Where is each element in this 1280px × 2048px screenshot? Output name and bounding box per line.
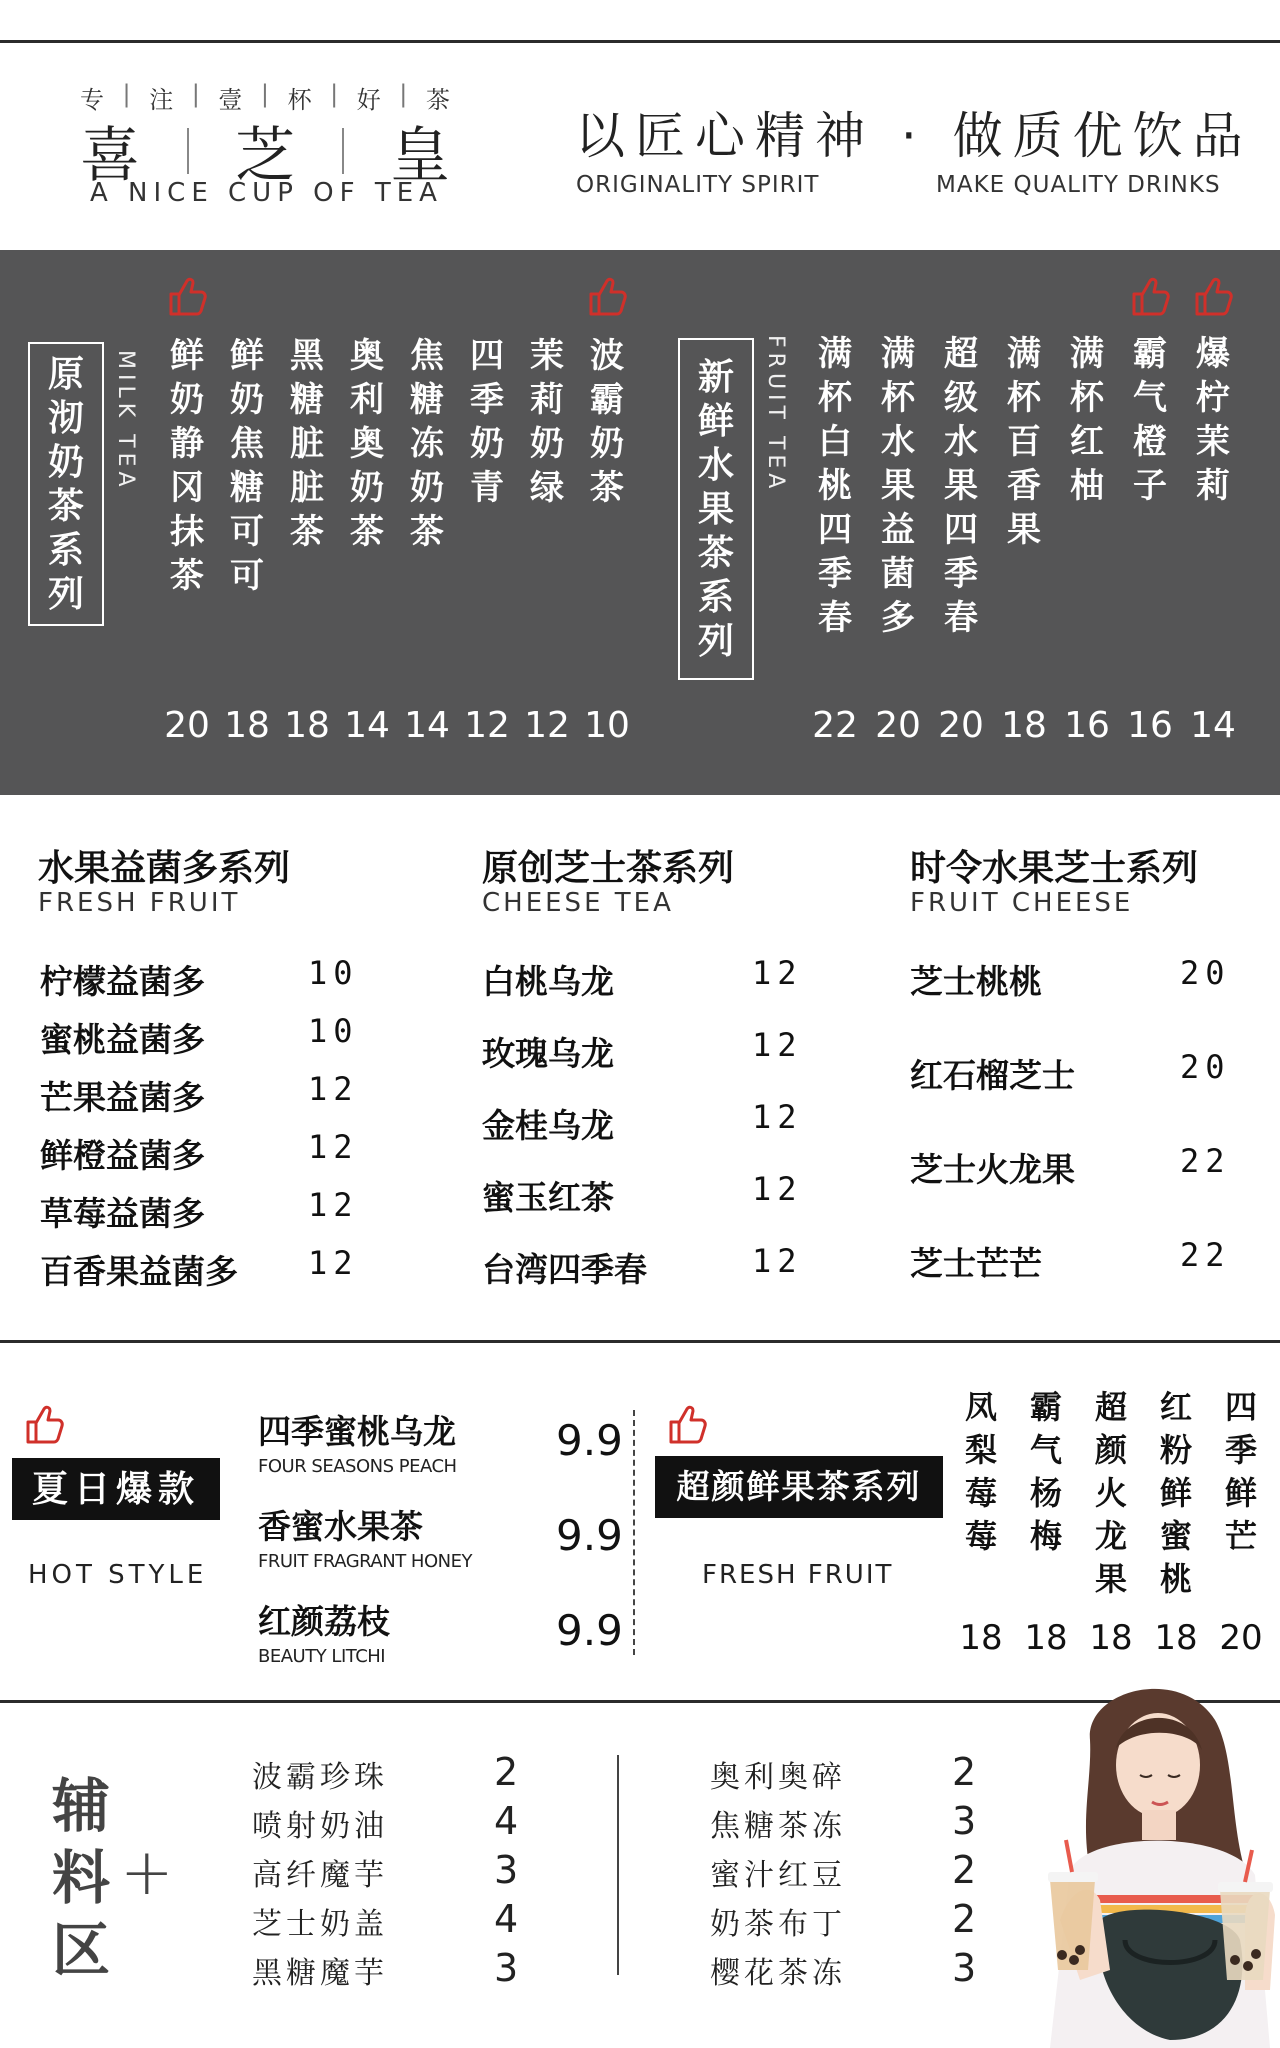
milk-tea-item-char: 静 <box>170 424 204 464</box>
milk-tea-item-char: 冈 <box>170 468 204 508</box>
cheese-tea-english: CHEESE TEA <box>482 888 674 918</box>
tagline-char: 壹 <box>218 86 243 114</box>
super-fruit-item-char: 四 <box>1224 1388 1257 1426</box>
dashed-divider <box>633 1410 635 1655</box>
topping-item-name: 焦糖茶冻 <box>710 1809 846 1844</box>
super-fruit-item-char: 粉 <box>1159 1431 1192 1469</box>
milk-tea-title-char: 奶 <box>47 441 84 483</box>
fruit-tea-title-char: 果 <box>697 488 734 530</box>
fruit-tea-item-char: 满 <box>1070 334 1104 374</box>
super-fruit-item-price: 18 <box>1089 1618 1133 1658</box>
tagline-char: 茶 <box>425 86 450 114</box>
fruit-tea-item-name <box>810 332 860 640</box>
thumbs-up-icon <box>585 274 629 318</box>
fruit-tea-item-name <box>1062 332 1112 508</box>
fruit-tea-item-price: 22 <box>812 705 858 746</box>
hot-style-english: HOT STYLE <box>28 1560 208 1590</box>
milk-tea-item-char: 奶 <box>530 424 564 464</box>
milk-tea-item-price: 10 <box>584 705 630 746</box>
milk-tea-item-char: 利 <box>350 380 384 420</box>
fruit-tea-item-price: 18 <box>1001 705 1047 746</box>
fruit-tea-item-price: 20 <box>938 705 984 746</box>
fruit-tea-item-price: 16 <box>1064 705 1110 746</box>
fruit-cheese-item-name: 芝士火龙果 <box>910 1150 1075 1189</box>
cheese-tea-item-price: 12 <box>752 954 803 992</box>
milk-tea-item-char: 莉 <box>530 380 564 420</box>
milk-tea-item-char: 焦 <box>230 424 264 464</box>
cheese-tea-item-price: 12 <box>752 1170 803 1208</box>
fruit-cheese-item-name: 芝士桃桃 <box>910 962 1042 1001</box>
fresh-fruit-english: FRESH FRUIT <box>38 888 241 918</box>
milk-tea-item-name <box>342 334 392 554</box>
thumbs-up-icon <box>665 1402 709 1446</box>
milk-tea-item-char: 奶 <box>410 468 444 508</box>
topping-item-price: 4 <box>494 1897 519 1941</box>
tagline-char: 杯 <box>287 86 312 114</box>
fruit-tea-item-char: 杯 <box>881 378 915 418</box>
fruit-tea-item-char: 果 <box>881 466 915 506</box>
brand-divider <box>187 128 189 174</box>
fruit-tea-item-price: 14 <box>1190 705 1236 746</box>
fruit-cheese-item-name: 芝士芒芒 <box>910 1244 1042 1283</box>
milk-tea-item-name <box>282 334 332 554</box>
super-fruit-item-char: 颜 <box>1094 1431 1127 1469</box>
fruit-tea-item-char: 满 <box>881 334 915 374</box>
plus-icon: + <box>120 1836 174 1910</box>
hot-item-price: 9.9 <box>556 1606 623 1655</box>
milk-tea-item-char: 可 <box>230 556 264 596</box>
milk-tea-item-char: 鲜 <box>170 336 204 376</box>
hot-item-name: 红颜荔枝 <box>258 1602 390 1641</box>
fresh-fruit-item-price: 10 <box>308 1012 359 1050</box>
fruit-cheese-english: FRUIT CHEESE <box>910 888 1134 918</box>
milk-tea-item-char: 奶 <box>170 380 204 420</box>
topping-item-name: 芝士奶盖 <box>252 1907 388 1942</box>
cheese-tea-item-name: 台湾四季春 <box>482 1250 647 1289</box>
milk-tea-item-char: 鲜 <box>230 336 264 376</box>
toppings-title-char: 料 <box>51 1844 110 1912</box>
fruit-tea-item-name <box>999 332 1049 552</box>
drinks-band <box>0 250 1280 795</box>
super-fruit-item-name <box>1086 1386 1136 1601</box>
topping-item-price: 2 <box>952 1848 977 1892</box>
topping-item-name: 波霸珍珠 <box>252 1760 388 1795</box>
milk-tea-title-char: 列 <box>47 573 84 615</box>
fruit-tea-item-char: 水 <box>944 422 978 462</box>
fruit-tea-item-char: 爆 <box>1196 334 1230 374</box>
topping-item-price: 4 <box>494 1799 519 1843</box>
topping-item-price: 2 <box>952 1750 977 1794</box>
super-fruit-item-char: 季 <box>1224 1431 1257 1469</box>
milk-tea-item-price: 14 <box>404 705 450 746</box>
cheese-tea-item-name: 白桃乌龙 <box>482 962 614 1001</box>
girl-illustration <box>1030 1670 1280 2048</box>
fruit-tea-item-char: 杯 <box>818 378 852 418</box>
fruit-tea-item-char: 白 <box>818 422 852 462</box>
fruit-tea-item-char: 气 <box>1133 378 1167 418</box>
cheese-tea-item-price: 12 <box>752 1098 803 1136</box>
brand-divider <box>342 128 344 174</box>
super-fruit-item-char: 红 <box>1159 1388 1192 1426</box>
fruit-tea-item-char: 橙 <box>1133 422 1167 462</box>
top-rule <box>0 40 1280 43</box>
hot-item-name: 四季蜜桃乌龙 <box>258 1412 456 1451</box>
fruit-tea-title-char: 水 <box>697 444 734 486</box>
super-fruit-item-price: 20 <box>1219 1618 1263 1658</box>
milk-tea-item-price: 18 <box>284 705 330 746</box>
super-fruit-item-char: 超 <box>1094 1388 1127 1426</box>
super-fruit-item-char: 梅 <box>1029 1517 1062 1555</box>
thumbs-up-icon <box>165 274 209 318</box>
milk-tea-item-char: 奥 <box>350 336 384 376</box>
fruit-tea-item-char: 茉 <box>1196 422 1230 462</box>
tagline-char: 好 <box>356 86 381 114</box>
fruit-tea-item-char: 菌 <box>881 554 915 594</box>
milk-tea-item-char: 茶 <box>290 512 324 552</box>
fruit-tea-item-char: 超 <box>944 334 978 374</box>
fruit-tea-item-char: 益 <box>881 510 915 550</box>
toppings-divider <box>617 1755 619 1975</box>
milk-tea-item-char: 季 <box>470 380 504 420</box>
super-fruit-item-char: 杨 <box>1029 1474 1062 1512</box>
cheese-tea-item-price: 12 <box>752 1242 803 1280</box>
fruit-tea-item-char: 果 <box>944 466 978 506</box>
fruit-tea-item-char: 四 <box>944 510 978 550</box>
super-fruit-item-char: 气 <box>1029 1431 1062 1469</box>
super-fruit-item-name <box>1151 1386 1201 1601</box>
milk-tea-title-char: 茶 <box>47 485 84 527</box>
fruit-tea-item-price: 20 <box>875 705 921 746</box>
toppings-title-char: 辅 <box>51 1772 110 1840</box>
fruit-tea-item-name <box>936 332 986 640</box>
milk-tea-english: MILK TEA <box>113 350 138 492</box>
thumbs-up-icon <box>22 1402 66 1446</box>
fruit-cheese-item-price: 22 <box>1180 1142 1231 1180</box>
hot-item-price: 9.9 <box>556 1416 623 1465</box>
milk-tea-item-name <box>222 334 272 598</box>
milk-tea-item-char: 茶 <box>350 512 384 552</box>
hot-item-subtitle: BEAUTY LITCHI <box>258 1646 386 1667</box>
fruit-tea-item-char: 四 <box>818 510 852 550</box>
super-fruit-item-char: 火 <box>1094 1474 1127 1512</box>
milk-tea-item-price: 12 <box>524 705 570 746</box>
fruit-tea-item-char: 水 <box>881 422 915 462</box>
fresh-fruit-item-name: 蜜桃益菌多 <box>40 1020 205 1059</box>
topping-item-name: 黑糖魔芋 <box>252 1956 388 1991</box>
fruit-cheese-item-name: 红石榴芝士 <box>910 1056 1075 1095</box>
milk-tea-item-char: 糖 <box>410 380 444 420</box>
fruit-cheese-title: 时令水果芝士系列 <box>910 847 1199 889</box>
fruit-tea-item-char: 子 <box>1133 466 1167 506</box>
fruit-tea-item-char: 满 <box>1007 334 1041 374</box>
cheese-tea-item-name: 金桂乌龙 <box>482 1106 614 1145</box>
milk-tea-item-char: 冻 <box>410 424 444 464</box>
slogan-english-right: MAKE QUALITY DRINKS <box>936 172 1221 198</box>
milk-tea-item-price: 14 <box>344 705 390 746</box>
fruit-tea-title-box <box>678 338 754 680</box>
milk-tea-item-char: 焦 <box>410 336 444 376</box>
super-fruit-item-char: 梨 <box>964 1431 997 1469</box>
milk-tea-item-char: 四 <box>470 336 504 376</box>
topping-item-name: 樱花茶冻 <box>710 1956 846 1991</box>
milk-tea-title-char: 系 <box>47 529 84 571</box>
fresh-fruit-item-price: 10 <box>308 954 359 992</box>
milk-tea-item-name <box>162 334 212 598</box>
fruit-tea-item-char: 柚 <box>1070 466 1104 506</box>
milk-tea-item-char: 可 <box>230 512 264 552</box>
cheese-tea-item-price: 12 <box>752 1026 803 1064</box>
fruit-cheese-item-price: 20 <box>1180 954 1231 992</box>
topping-item-name: 奶茶布丁 <box>710 1907 846 1942</box>
milk-tea-title-box <box>28 342 104 626</box>
super-fruit-item-price: 18 <box>1154 1618 1198 1658</box>
milk-tea-item-char: 奶 <box>590 424 624 464</box>
fruit-tea-title-char: 新 <box>697 356 734 398</box>
topping-item-price: 3 <box>952 1946 977 1990</box>
fruit-tea-item-char: 满 <box>818 334 852 374</box>
milk-tea-item-char: 茶 <box>170 556 204 596</box>
fruit-cheese-item-price: 22 <box>1180 1236 1231 1274</box>
topping-item-price: 2 <box>952 1897 977 1941</box>
milk-tea-item-char: 糖 <box>290 380 324 420</box>
super-fruit-item-char: 鲜 <box>1224 1474 1257 1512</box>
milk-tea-item-name <box>582 334 632 510</box>
fruit-tea-item-char: 春 <box>944 598 978 638</box>
fruit-tea-item-price: 16 <box>1127 705 1173 746</box>
topping-item-name: 蜜汁红豆 <box>710 1858 846 1893</box>
fruit-tea-item-char: 杯 <box>1007 378 1041 418</box>
milk-tea-item-char: 绿 <box>530 468 564 508</box>
milk-tea-item-char: 波 <box>590 336 624 376</box>
super-fruit-english: FRESH FRUIT <box>702 1560 894 1590</box>
super-fruit-item-name <box>1021 1386 1071 1558</box>
fruit-tea-item-char: 红 <box>1070 422 1104 462</box>
toppings-title-char: 区 <box>51 1916 110 1984</box>
milk-tea-item-char: 茉 <box>530 336 564 376</box>
milk-tea-item-char: 奶 <box>470 424 504 464</box>
fresh-fruit-item-price: 12 <box>308 1070 359 1108</box>
milk-tea-item-char: 茶 <box>590 468 624 508</box>
fruit-tea-item-char: 果 <box>1007 510 1041 550</box>
super-fruit-item-price: 18 <box>959 1618 1003 1658</box>
fruit-tea-title-char: 系 <box>697 576 734 618</box>
hot-item-name: 香蜜水果茶 <box>258 1507 423 1546</box>
fresh-fruit-title: 水果益菌多系列 <box>38 847 291 889</box>
milk-tea-item-char: 青 <box>470 468 504 508</box>
milk-tea-item-name <box>402 334 452 554</box>
fruit-tea-item-char: 桃 <box>818 466 852 506</box>
topping-item-name: 奥利奥碎 <box>710 1760 846 1795</box>
thumbs-up-icon <box>1191 274 1235 318</box>
fruit-tea-title-char: 鲜 <box>697 400 734 442</box>
brand-char: 喜 <box>80 121 140 191</box>
fresh-fruit-item-name: 百香果益菌多 <box>40 1252 238 1291</box>
brand-tagline: 专 | 注 | 壹 | 杯 | 好 | 茶 <box>80 80 450 114</box>
brand-char: 皇 <box>390 121 450 191</box>
cheese-tea-item-name: 蜜玉红茶 <box>482 1178 614 1217</box>
fruit-tea-item-char: 季 <box>944 554 978 594</box>
super-fruit-badge: 超颜鲜果茶系列 <box>655 1456 943 1518</box>
tagline-char: 专 <box>80 86 104 114</box>
super-fruit-item-char: 霸 <box>1029 1388 1062 1426</box>
cheese-tea-title: 原创芝士茶系列 <box>482 847 735 889</box>
milk-tea-title-char: 原 <box>47 353 84 395</box>
fruit-tea-item-char: 春 <box>818 598 852 638</box>
fruit-tea-item-name <box>873 332 923 640</box>
fruit-tea-item-char: 多 <box>881 598 915 638</box>
hot-item-subtitle: FRUIT FRAGRANT HONEY <box>258 1551 472 1572</box>
milk-tea-item-char: 奶 <box>230 380 264 420</box>
fresh-fruit-item-name: 草莓益菌多 <box>40 1194 205 1233</box>
fruit-tea-item-char: 柠 <box>1196 378 1230 418</box>
milk-tea-title-char: 沏 <box>47 397 84 439</box>
milk-tea-item-price: 20 <box>164 705 210 746</box>
super-fruit-item-name <box>1216 1386 1266 1558</box>
thumbs-up-icon <box>1128 274 1172 318</box>
super-fruit-item-char: 龙 <box>1094 1517 1127 1555</box>
fresh-fruit-item-name: 鲜橙益菌多 <box>40 1136 205 1175</box>
topping-item-price: 3 <box>494 1946 519 1990</box>
fruit-tea-item-char: 季 <box>818 554 852 594</box>
milk-tea-item-char: 茶 <box>410 512 444 552</box>
fresh-fruit-item-price: 12 <box>308 1186 359 1224</box>
milk-tea-item-price: 12 <box>464 705 510 746</box>
super-fruit-item-char: 果 <box>1094 1560 1127 1598</box>
cheese-tea-item-name: 玫瑰乌龙 <box>482 1034 614 1073</box>
fresh-fruit-item-name: 芒果益菌多 <box>40 1078 205 1117</box>
super-fruit-item-char: 蜜 <box>1159 1517 1192 1555</box>
fruit-tea-item-char: 香 <box>1007 466 1041 506</box>
milk-tea-item-char: 奥 <box>350 424 384 464</box>
milk-tea-item-char: 糖 <box>230 468 264 508</box>
milk-tea-item-char: 脏 <box>290 468 324 508</box>
topping-item-price: 2 <box>494 1750 519 1794</box>
milk-tea-item-name <box>462 334 512 510</box>
brand-char: 芝 <box>235 121 295 191</box>
brand-english: A NICE CUP OF TEA <box>90 178 443 208</box>
fresh-fruit-item-price: 12 <box>308 1128 359 1166</box>
fruit-tea-english: FRUIT TEA <box>763 335 788 494</box>
milk-tea-item-char: 霸 <box>590 380 624 420</box>
hot-item-subtitle: FOUR SEASONS PEACH <box>258 1456 457 1477</box>
super-fruit-item-char: 凤 <box>964 1388 997 1426</box>
super-fruit-item-char: 鲜 <box>1159 1474 1192 1512</box>
milk-tea-item-char: 脏 <box>290 424 324 464</box>
tagline-char: 注 <box>149 86 174 114</box>
fruit-cheese-item-price: 20 <box>1180 1048 1231 1086</box>
fruit-tea-item-name <box>1188 332 1238 508</box>
super-fruit-item-char: 桃 <box>1159 1560 1192 1598</box>
topping-item-name: 高纤魔芋 <box>252 1858 388 1893</box>
super-fruit-item-char: 芒 <box>1224 1517 1257 1555</box>
topping-item-name: 喷射奶油 <box>252 1809 388 1844</box>
super-fruit-item-char: 莓 <box>964 1474 997 1512</box>
fresh-fruit-item-price: 12 <box>308 1244 359 1282</box>
hot-item-price: 9.9 <box>556 1511 623 1560</box>
toppings-title <box>46 1770 116 1986</box>
super-fruit-item-char: 莓 <box>964 1517 997 1555</box>
milk-tea-item-name <box>522 334 572 510</box>
topping-item-price: 3 <box>952 1799 977 1843</box>
super-fruit-item-price: 18 <box>1024 1618 1068 1658</box>
fresh-fruit-item-name: 柠檬益菌多 <box>40 962 205 1001</box>
section-rule <box>0 1340 1280 1343</box>
fruit-tea-item-char: 霸 <box>1133 334 1167 374</box>
milk-tea-item-char: 黑 <box>290 336 324 376</box>
fruit-tea-title-char: 茶 <box>697 532 734 574</box>
slogan: 以匠心精神 · 做质优饮品 <box>575 107 1253 165</box>
topping-item-price: 3 <box>494 1848 519 1892</box>
fruit-tea-title-char: 列 <box>697 620 734 662</box>
fruit-tea-item-char: 莉 <box>1196 466 1230 506</box>
fruit-tea-item-char: 杯 <box>1070 378 1104 418</box>
milk-tea-item-char: 奶 <box>350 468 384 508</box>
fruit-tea-item-char: 级 <box>944 378 978 418</box>
fruit-tea-item-char: 百 <box>1007 422 1041 462</box>
milk-tea-item-price: 18 <box>224 705 270 746</box>
milk-tea-item-char: 抹 <box>170 512 204 552</box>
slogan-english-left: ORIGINALITY SPIRIT <box>576 172 820 198</box>
fruit-tea-item-name <box>1125 332 1175 508</box>
super-fruit-item-name <box>956 1386 1006 1558</box>
hot-style-badge: 夏日爆款 <box>12 1458 220 1520</box>
